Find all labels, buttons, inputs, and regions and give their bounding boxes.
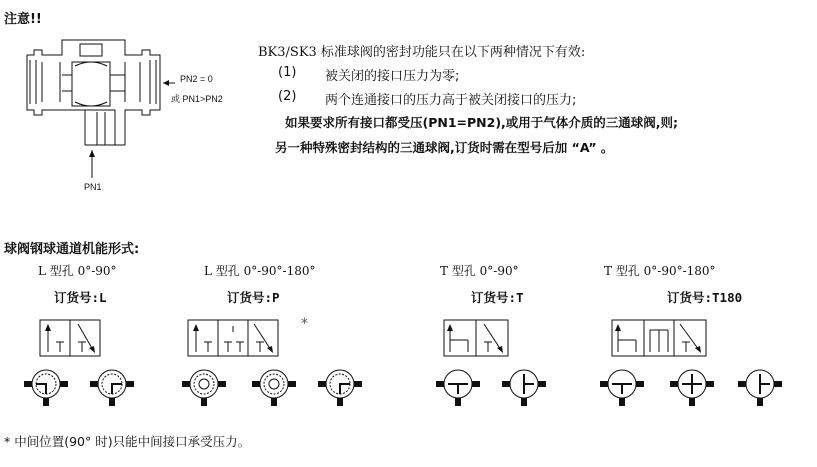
type-3-name: T 型孔 0°-90°: [440, 264, 519, 278]
pn1-label: PN1: [84, 182, 102, 192]
notice-item-2-text: 两个连通接口的压力高于被关闭接口的压力;: [325, 93, 577, 108]
notice-note-line-2: 另一种特殊密封结构的三通球阀,订货时需在型号后加 “A” 。: [275, 140, 614, 155]
notice-title: 注意!!: [4, 12, 42, 27]
type-2-order: 订货号:P: [227, 290, 280, 305]
notice-item-1-text: 被关闭的接口压力为零;: [325, 69, 460, 84]
ball-diagrams: [24, 370, 782, 406]
asterisk-mark: *: [301, 316, 308, 332]
notice-intro: BK3/SK3 标准球阀的密封功能只在以下两种情况下有效:: [258, 45, 586, 60]
pn2-label: PN2 = 0: [180, 74, 213, 84]
type-1-order: 订货号:L: [54, 290, 107, 305]
symbol-l-type: [40, 320, 100, 356]
notice-item-2-num: (2): [278, 89, 297, 104]
section-title: 球阀钢球通道机能形式:: [4, 242, 140, 257]
symbol-t-type: [444, 320, 508, 356]
pn1-condition-label: 或 PN1>PN2: [171, 94, 223, 104]
symbol-t180-type: [612, 320, 706, 356]
type-1-name: L 型孔 0°-90°: [38, 264, 117, 278]
type-2-name: L 型孔 0°-90°-180°: [204, 264, 316, 278]
notice-item-1-num: (1): [278, 65, 297, 80]
type-4-order: 订货号:T180: [667, 290, 743, 305]
footnote: * 中间位置(90° 时)只能中间接口承受压力。: [4, 434, 251, 449]
notice-note-line-1: 如果要求所有接口都受压(PN1=PN2),或用于气体介质的三通球阀,则;: [285, 115, 679, 130]
type-3-order: 订货号:T: [471, 290, 524, 305]
type-4-name: T 型孔 0°-90°-180°: [604, 264, 716, 278]
symbol-p-type: [188, 320, 278, 356]
